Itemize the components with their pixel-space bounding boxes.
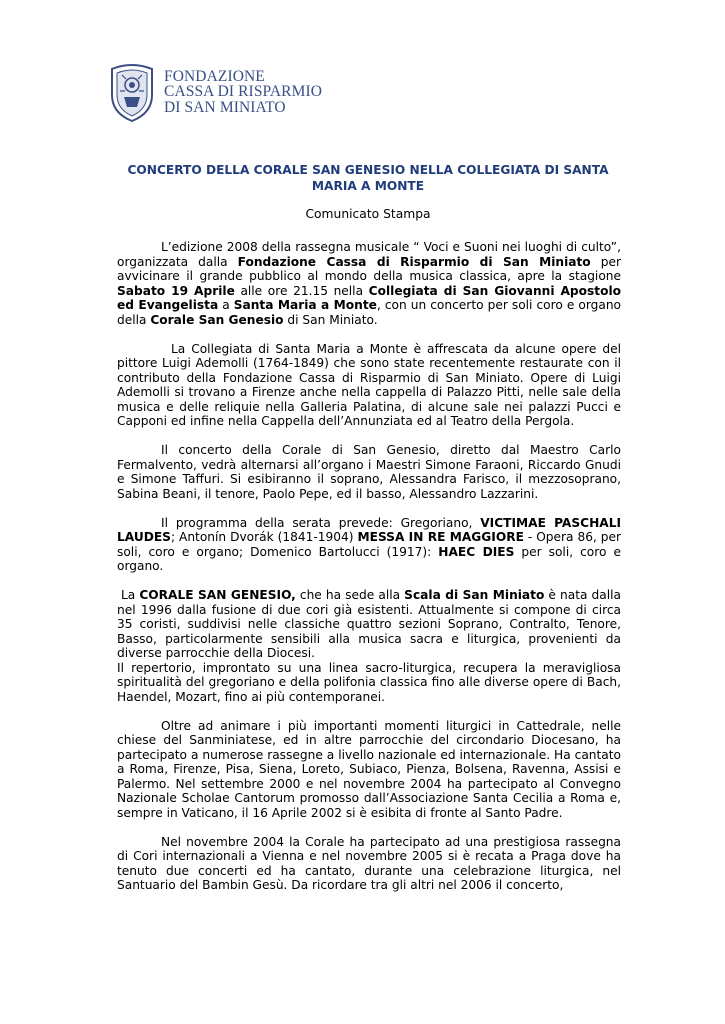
foundation-name bbox=[164, 69, 322, 116]
paragraph-collegiata: La Collegiata di Santa Maria a Monte è affrescata da alcune opere del pittore Luigi Ademolli (1764-1849) che sono state recentemente restaurate con il contributo della Fondazione Cassa di Risparmio di San Miniato. Opere di Luigi Ademolli si trovano a Firenze anche nella cappella di Palazzo Pitti, nelle sale della musica e delle reliquie nella Galleria Palatina, di alcune sale nei palazzi Pucci e Capponi ed infine nella Cappella dell’Annunziata ed al Teatro della Pergola. bbox=[117, 341, 621, 428]
paragraph-rassegne: Nel novembre 2004 la Corale ha partecipato ad una prestigiosa rassegna di Cori internazionali a Vienna e nel novembre 2005 si è recata a Praga dove ha tenuto due concerti ed ha cantato, durante una celebrazione liturgica, nel Santuario del Bambin Gesù. Da ricordare tra gli altri nel 2006 il concerto, bbox=[117, 834, 621, 892]
paragraph-concerto: Il concerto della Corale di San Genesio, diretto dal Maestro Carlo Fermalvento, vedrà alternarsi all’organo i Maestri Simone Faraoni, Riccardo Gnudi e Simone Taffuri. Si esibiranno il soprano, Alessandra Farisco, il mezzosoprano, Sabina Beani, il tenore, Paolo Pepe, ed il basso, Alessandro Lazzarini. bbox=[117, 443, 621, 501]
paragraph-programma: Il programma della serata prevede: Gregoriano, VICTIMAE PASCHALI LAUDES; Antonín Dvorák (1841-1904) MESSA IN RE MAGGIORE - Opera 86, per soli, coro e organo; Domenico Bartolucci (1917): HAEC DIES per soli, coro e organo. bbox=[117, 515, 622, 573]
paragraph-attivita: Oltre ad animare i più importanti momenti liturgici in Cattedrale, nelle chiese del Sanminiatese, ed in altre parrocchie del circondario Diocesano, ha partecipato a numerose rassegne a livello nazionale ed internazionale. Ha cantato a Roma, Firenze, Pisa, Siena, Loreto, Subiaco, Pienza, Bolsena, Ravenna, Assisi e Palermo. Nel settembre 2000 e nel novembre 2004 ha partecipato al Convegno Nazionale Scholae Cantorum promosso dall’Associazione Santa Cecilia a Roma e, sempre in Vaticano, il 16 Aprile 2002 si è esibita di fronte al Santo Padre. bbox=[117, 718, 621, 820]
logo-line-1: FONDAZIONE bbox=[164, 67, 265, 85]
paragraph-corale: La CORALE SAN GENESIO, che ha sede alla Scala di San Miniato è nata dalla nel 1996 dalla fusione di due cori già esistenti. Attualmente si compone di circa 35 coristi, suddivisi nelle classiche quattro sezioni Soprano, Contralto, Tenore, Basso, particolarmente sensibili alla musica sacra e liturgica, provenienti da diverse parrocchie della Diocesi. bbox=[117, 588, 621, 660]
logo-line-2: CASSA DI RISPARMIO bbox=[164, 83, 323, 101]
paragraph-intro: L’edizione 2008 della rassegna musicale “ Voci e Suoni nei luoghi di culto”, organizzata dalla Fondazione Cassa di Risparmio di San Miniato per avvicinare il grande pubblico al mondo della musica classica, apre la stagione Sabato 19 Aprile alle ore 21.15 nella Collegiata di San Giovanni Apostolo ed Evangelista a Santa Maria a Monte, con un concerto per soli coro e organo della Corale San Genesio di San Miniato. bbox=[117, 240, 622, 327]
document-title: CONCERTO DELLA CORALE SAN GENESIO NELLA COLLEGIATA DI SANTA MARIA A MONTE bbox=[127, 163, 609, 193]
document-body bbox=[117, 240, 621, 907]
logo-line-3: DI SAN MINIATO bbox=[164, 98, 286, 116]
foundation-logo bbox=[106, 61, 322, 123]
paragraph-repertorio: Il repertorio, improntato su una linea sacro-liturgica, recupera la meravigliosa spiritualità del gregoriano e della polifonia classica fino alle diverse opere di Bach, Haendel, Mozart, fino ai più contemporanei. bbox=[117, 660, 621, 704]
foundation-crest-icon bbox=[106, 61, 158, 123]
document-subtitle: Comunicato Stampa bbox=[305, 207, 431, 221]
